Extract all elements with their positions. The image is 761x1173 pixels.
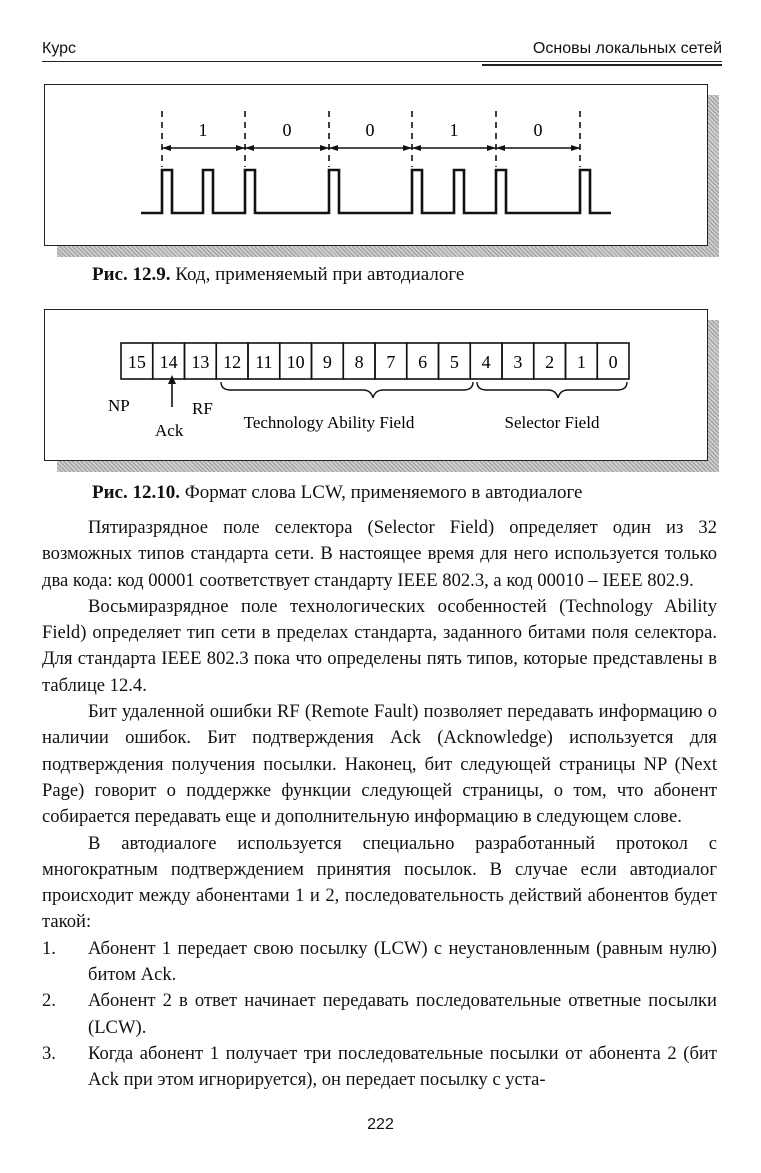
bit-cell-label: 4 (481, 352, 491, 372)
technology-brace (221, 382, 473, 398)
bit-value: 0 (365, 120, 375, 140)
figure2-caption-label: Рис. 12.10. (92, 482, 180, 503)
list-item-text: Абонент 2 в ответ начинает передавать последовательные ответные посылки (LCW). (88, 990, 717, 1038)
bit-cell-label: 12 (223, 352, 242, 372)
label-rf: RF (192, 399, 213, 418)
body-text (42, 515, 717, 1094)
header-rule (42, 61, 722, 62)
bit-cell-label: 7 (386, 352, 396, 372)
arrowhead (412, 145, 421, 151)
arrowhead (320, 145, 329, 151)
header-course: Курс (42, 40, 77, 57)
paragraph-bits: Бит удаленной ошибки RF (Remote Fault) позволяет передавать информацию о наличии ошибок. Бит подтверждения Ack (Acknowledge) используется для подтверждения получения посылки. Наконец, бит следующей страницы NP (Next Page) говорит о поддержке функции следующей страницы, о том, что абонент собирается передавать еще и дополнительную информацию в следующем слове. (42, 701, 717, 828)
list-item-text: Когда абонент 1 получает три последовательные посылки от абонента 2 (бит Ack при этом игнорируется), он передает посылку с уста- (88, 1042, 717, 1091)
bit-cell-label: 0 (608, 352, 618, 372)
label-ack: Ack (155, 421, 184, 440)
bit-cell-label: 8 (354, 352, 364, 372)
bit-cell-label: 9 (322, 352, 332, 372)
bit-value: 0 (533, 120, 543, 140)
bit-value: 0 (282, 120, 292, 140)
figure1-caption-label: Рис. 12.9. (92, 264, 171, 285)
label-selector-field: Selector Field (504, 413, 600, 432)
figure1-frame (44, 84, 708, 246)
list-item-number: 2. (42, 990, 56, 1012)
bit-cell-label: 3 (513, 352, 523, 372)
bit-cell-label: 13 (191, 352, 210, 372)
figure2-frame (44, 309, 708, 461)
selector-brace (477, 382, 627, 398)
figure1-caption (92, 264, 464, 286)
arrowhead (236, 145, 245, 151)
list-item (42, 988, 717, 1041)
paragraph-autonegotiation: В автодиалоге используется специально разработанный протокол с многократным подтверждением принятия посылок. В случае если автодиалог происходит между абонентами 1 и 2, последовательность действий абонентов будет такой: (42, 832, 717, 933)
page-header (42, 38, 722, 64)
bit-cell-label: 5 (449, 352, 459, 372)
arrowhead (403, 145, 412, 151)
list-item (42, 1041, 717, 1094)
bit-cell-label: 1 (576, 352, 586, 372)
figure2-caption (92, 482, 582, 504)
bit-value: 1 (449, 120, 459, 140)
arrowhead (162, 145, 171, 151)
figure1-caption-text: Код, применяемый при автодиалоге (175, 264, 465, 285)
arrowhead (571, 145, 580, 151)
bit-cell-label: 15 (127, 352, 146, 372)
list-item (42, 936, 717, 989)
manchester-code-diagram (45, 85, 707, 245)
label-technology-field: Technology Ability Field (243, 413, 415, 432)
arrowhead (496, 145, 505, 151)
figure2-caption-text: Формат слова LCW, применяемого в автодиалоге (184, 482, 583, 503)
arrowhead (245, 145, 254, 151)
list-item-number: 1. (42, 937, 56, 959)
bit-value: 1 (198, 120, 208, 140)
bit-cell-label: 6 (418, 352, 428, 372)
bit-cell-label: 10 (286, 352, 305, 372)
bit-cell-label: 11 (255, 352, 273, 372)
arrowhead (329, 145, 338, 151)
paragraph-selector-field: Пятиразрядное поле селектора (Selector Field) определяет один из 32 возможных типов стандарта сети. В настоящее время для него используется только два кода: код 00001 соответствует стандарту IEEE 802.3, а код 00010 – IEEE 802.9. (42, 517, 717, 591)
page-number: 222 (367, 1116, 394, 1133)
list-item-number: 3. (42, 1042, 56, 1064)
lcw-format-diagram (45, 310, 707, 460)
header-rule-thick (482, 64, 722, 66)
arrowhead (487, 145, 496, 151)
pulse-waveform (141, 170, 611, 213)
bit-cell-label: 14 (159, 352, 178, 372)
list-item-text: Абонент 1 передает свою посылку (LCW) с неустановленным (равным нулю) битом Ack. (88, 937, 717, 986)
header-book-title: Основы локальных сетей (532, 40, 722, 57)
bit-cell-label: 2 (545, 352, 555, 372)
label-np: NP (108, 396, 130, 415)
paragraph-technology-field: Восьмиразрядное поле технологических особенностей (Technology Ability Field) определяет тип сети в пределах стандарта, заданного битами поля селектора. Для стандарта IEEE 802.3 пока что определены пять типов, которые представлены в таблице 12.4. (42, 595, 717, 696)
